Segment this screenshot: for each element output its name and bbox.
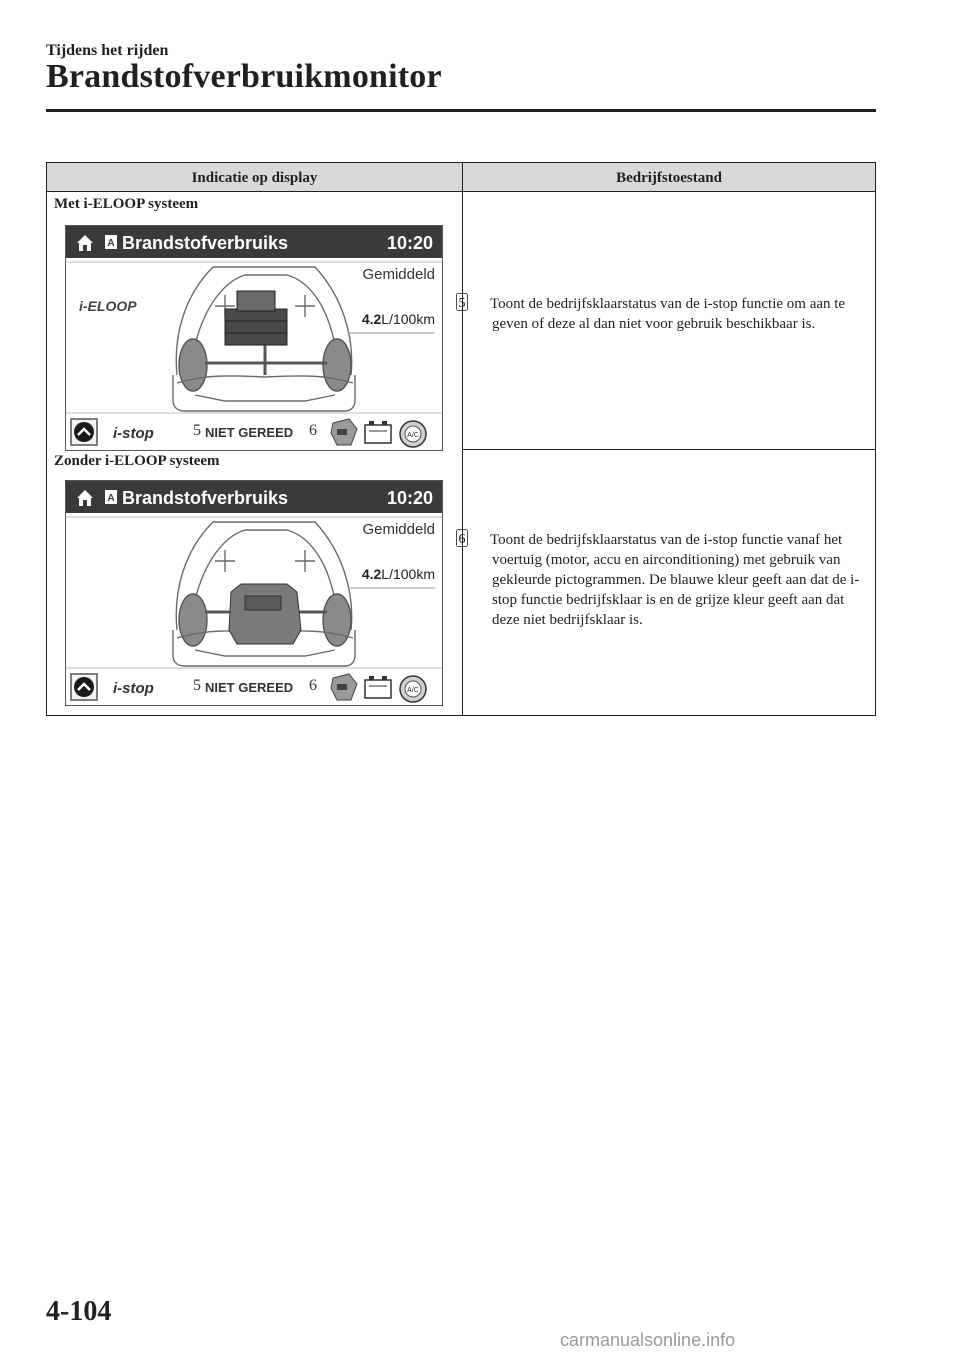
marker-5-icon: 5 [193, 422, 201, 439]
description-ieloop [458, 293, 874, 334]
istop-status-text: NIET GEREED [205, 425, 294, 440]
battery-icon [365, 676, 391, 698]
screen-clock: 10:20 [386, 488, 433, 508]
section-label: Tijdens het rijden [46, 42, 169, 59]
display-status-table [46, 162, 876, 716]
svg-text:5: 5 [458, 296, 466, 311]
istop-label: i-stop [113, 425, 154, 442]
page-title: Brandstofverbruikmonitor [46, 58, 442, 95]
svg-text:A/C: A/C [407, 432, 419, 439]
ieloop-label: i-ELOOP [79, 298, 137, 314]
fuel-monitor-screen-with-ieloop [65, 225, 443, 451]
average-label: Gemiddeld [362, 266, 435, 283]
table-header [47, 163, 875, 192]
collapse-button[interactable] [71, 419, 97, 445]
watermark: carmanualsonline.info [560, 1330, 736, 1350]
title-divider [46, 109, 876, 112]
description-text: Toont de bedrijfsklaarstatus van de i-stop functie vanaf het voertuig (motor, accu en airconditioning) met gebruik van gekleurde pictogrammen. De blauwe kleur geeft aan dat de i-stop functie bedrijfsklaar is en de grijze kleur geeft aan dat deze niet bedrijfsklaar is. [490, 532, 860, 628]
marker-6-icon: 6 [309, 422, 317, 439]
row-divider [462, 449, 875, 450]
engine-block-icon [229, 584, 301, 644]
row-label-without-ieloop: Zonder i-ELOOP systeem [54, 453, 220, 469]
screen-app-title: Brandstofverbruiks [122, 233, 289, 253]
screen-clock: 10:20 [386, 233, 433, 253]
row-label-with-ieloop: Met i-ELOOP systeem [54, 196, 199, 212]
page-number: 4-104 [46, 1296, 112, 1327]
column-header-status: Bedrijfstoestand [616, 170, 722, 186]
screen-app-title: Brandstofverbruiks [122, 488, 289, 508]
consumption-readout: 4.2L/100km [361, 311, 435, 327]
fuel-app-icon [105, 490, 117, 504]
collapse-button[interactable] [71, 674, 97, 700]
consumption-readout: 4.2L/100km [361, 566, 435, 582]
svg-text:6: 6 [458, 532, 466, 547]
marker-5-icon [458, 293, 486, 311]
svg-text:A: A [107, 238, 115, 249]
column-divider [462, 163, 463, 715]
svg-text:A: A [107, 493, 115, 504]
istop-status-text: NIET GEREED [205, 680, 294, 695]
marker-6-icon: 6 [309, 677, 317, 694]
istop-label: i-stop [113, 680, 154, 697]
description-text: Toont de bedrijfsklaarstatus van de i-stop functie om aan te geven of deze al dan niet voor gebruik beschikbaar is. [490, 296, 846, 332]
average-label: Gemiddeld [362, 521, 435, 538]
battery-icon [365, 421, 391, 443]
description-without-ieloop [458, 529, 874, 630]
fuel-monitor-screen-without-ieloop [65, 480, 443, 706]
fuel-app-icon [105, 235, 117, 249]
air-conditioning-icon [400, 421, 426, 447]
marker-6-icon [458, 529, 486, 547]
marker-5-icon: 5 [193, 677, 201, 694]
svg-text:A/C: A/C [407, 687, 419, 694]
column-header-display: Indicatie op display [191, 170, 318, 186]
air-conditioning-icon [400, 676, 426, 702]
